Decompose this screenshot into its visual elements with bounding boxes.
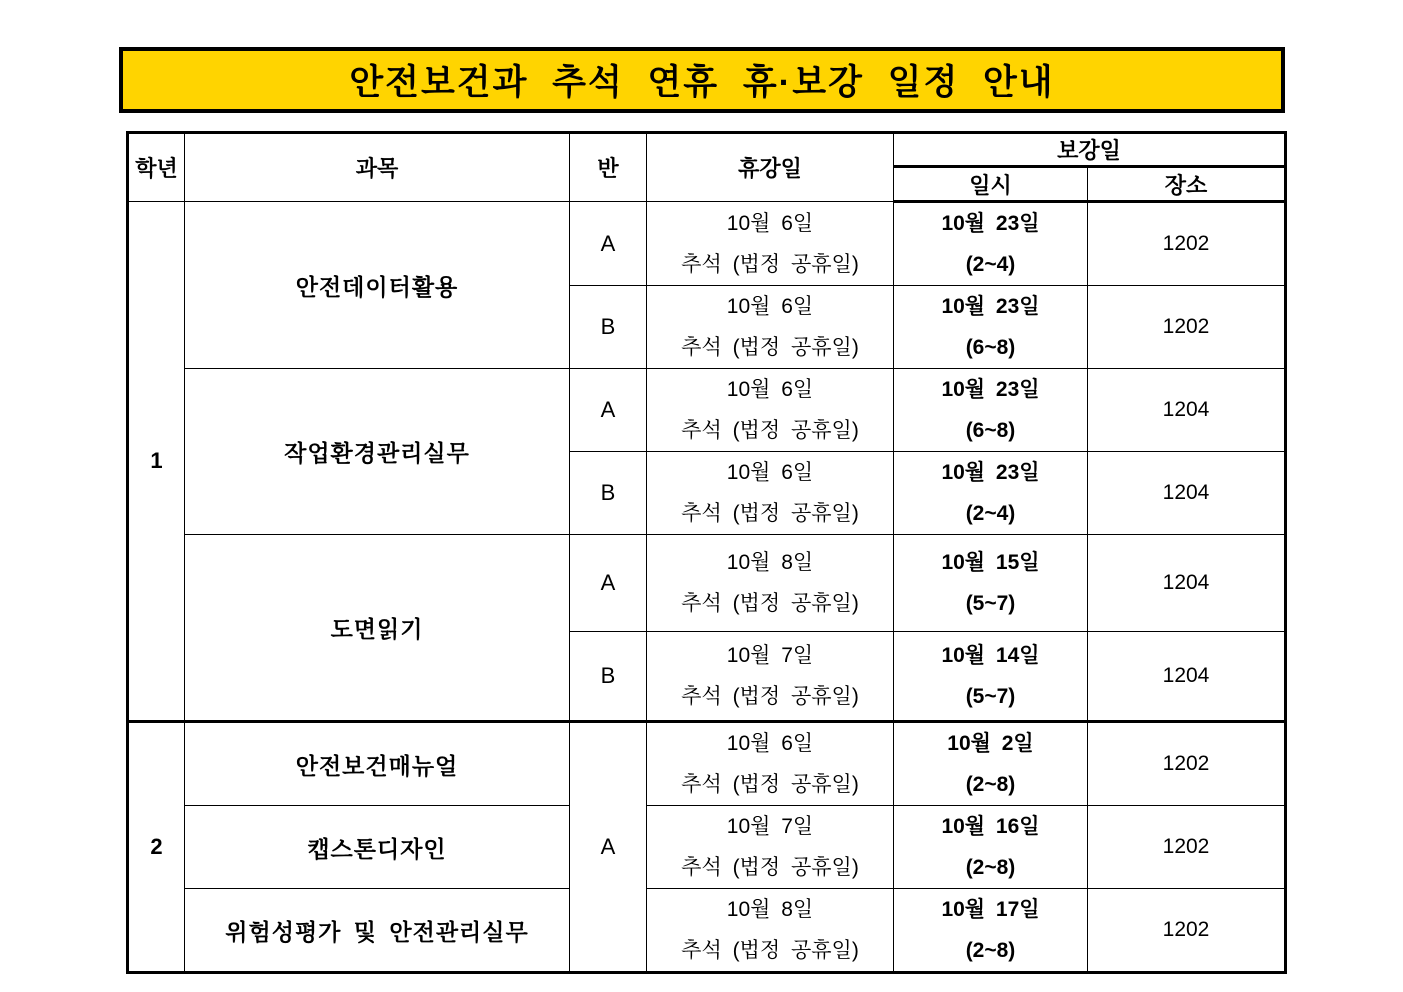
cancel-date-line: 10월 7일 — [726, 815, 814, 838]
class-cell: B — [570, 632, 647, 722]
makeup-date-line: 10월 23일 — [941, 378, 1040, 401]
makeup-period-line: (2~8) — [965, 773, 1016, 796]
subject-cell: 작업환경관리실무 — [185, 369, 570, 535]
cancel-note-line: 추석 (법정 공휴일) — [681, 502, 859, 525]
table-row — [128, 722, 1286, 806]
makeup-period-line: (6~8) — [965, 419, 1016, 442]
table-row — [128, 369, 1286, 452]
header-grade: 학년 — [128, 133, 185, 202]
makeup-period-line: (2~8) — [965, 939, 1016, 962]
header-subject: 과목 — [185, 133, 570, 202]
makeup-period-line: (2~8) — [965, 856, 1016, 879]
room-cell: 1202 — [1088, 806, 1286, 889]
class-cell: A — [570, 369, 647, 452]
makeup-datetime-cell — [894, 202, 1088, 286]
cancel-note-line: 추석 (법정 공휴일) — [681, 592, 859, 615]
cancel-note-line: 추석 (법정 공휴일) — [681, 419, 859, 442]
cancel-date-line: 10월 8일 — [726, 551, 814, 574]
makeup-date-line: 10월 23일 — [941, 461, 1040, 484]
cancel-date-line: 10월 6일 — [726, 732, 814, 755]
table-row — [128, 202, 1286, 286]
cancel-date-line: 10월 6일 — [726, 295, 814, 318]
cancel-note-line: 추석 (법정 공휴일) — [681, 773, 859, 796]
makeup-date-line: 10월 16일 — [941, 815, 1040, 838]
room-cell: 1204 — [1088, 369, 1286, 452]
makeup-period-line: (5~7) — [965, 592, 1016, 615]
makeup-datetime-cell — [894, 535, 1088, 632]
cancel-day-cell — [647, 452, 894, 535]
subject-cell: 위험성평가 및 안전관리실무 — [185, 889, 570, 973]
cancel-note-line: 추석 (법정 공휴일) — [681, 856, 859, 879]
grade-cell: 2 — [128, 722, 185, 973]
cancel-day-cell — [647, 369, 894, 452]
header-makeup-day: 보강일 — [894, 133, 1286, 167]
table-row — [128, 806, 1286, 889]
cancel-note-line: 추석 (법정 공휴일) — [681, 685, 859, 708]
makeup-date-line: 10월 17일 — [941, 898, 1040, 921]
grade-cell: 1 — [128, 202, 185, 722]
cancel-note-line: 추석 (법정 공휴일) — [681, 336, 859, 359]
room-cell: 1202 — [1088, 286, 1286, 369]
cancel-date-line: 10월 7일 — [726, 644, 814, 667]
schedule-table — [126, 131, 1287, 974]
makeup-date-line: 10월 23일 — [941, 212, 1040, 235]
makeup-datetime-cell — [894, 369, 1088, 452]
cancel-date-line: 10월 8일 — [726, 898, 814, 921]
class-cell: A — [570, 722, 647, 973]
class-cell: A — [570, 535, 647, 632]
makeup-datetime-cell — [894, 452, 1088, 535]
cancel-day-cell — [647, 806, 894, 889]
subject-cell: 도면읽기 — [185, 535, 570, 722]
makeup-date-line: 10월 2일 — [947, 732, 1034, 755]
room-cell: 1202 — [1088, 889, 1286, 973]
room-cell: 1204 — [1088, 632, 1286, 722]
room-cell: 1204 — [1088, 452, 1286, 535]
room-cell: 1202 — [1088, 722, 1286, 806]
makeup-datetime-cell — [894, 889, 1088, 973]
makeup-date-line: 10월 23일 — [941, 295, 1040, 318]
title-banner — [119, 47, 1285, 113]
room-cell: 1204 — [1088, 535, 1286, 632]
cancel-day-cell — [647, 202, 894, 286]
cancel-date-line: 10월 6일 — [726, 211, 814, 235]
cancel-day-cell — [647, 889, 894, 973]
cancel-day-cell — [647, 286, 894, 369]
cancel-note-line: 추석 (법정 공휴일) — [681, 252, 859, 276]
makeup-datetime-cell — [894, 632, 1088, 722]
table-row — [128, 889, 1286, 973]
header-row-1 — [128, 133, 1286, 167]
cancel-date-line: 10월 6일 — [726, 378, 814, 401]
makeup-datetime-cell — [894, 806, 1088, 889]
subject-cell: 안전보건매뉴얼 — [185, 722, 570, 806]
subject-cell: 캡스톤디자인 — [185, 806, 570, 889]
makeup-date-line: 10월 14일 — [941, 644, 1040, 667]
header-class: 반 — [570, 133, 647, 202]
page-title: 안전보건과 추석 연휴 휴·보강 일정 안내 — [349, 63, 1055, 102]
makeup-period-line: (2~4) — [965, 253, 1016, 276]
cancel-day-cell — [647, 632, 894, 722]
room-cell: 1202 — [1088, 202, 1286, 286]
table-header — [128, 133, 1286, 202]
cancel-day-cell — [647, 722, 894, 806]
makeup-datetime-cell — [894, 286, 1088, 369]
makeup-period-line: (5~7) — [965, 685, 1016, 708]
header-makeup-place: 장소 — [1088, 167, 1286, 202]
cancel-note-line: 추석 (법정 공휴일) — [681, 939, 859, 962]
class-cell: B — [570, 452, 647, 535]
cancel-day-cell — [647, 535, 894, 632]
header-cancel-day: 휴강일 — [647, 133, 894, 202]
makeup-period-line: (2~4) — [965, 502, 1016, 525]
class-cell: B — [570, 286, 647, 369]
header-makeup-datetime: 일시 — [894, 167, 1088, 202]
table-row — [128, 535, 1286, 632]
subject-cell: 안전데이터활용 — [185, 202, 570, 369]
class-cell: A — [570, 202, 647, 286]
makeup-date-line: 10월 15일 — [941, 551, 1040, 574]
cancel-date-line: 10월 6일 — [726, 461, 814, 484]
makeup-datetime-cell — [894, 722, 1088, 806]
makeup-period-line: (6~8) — [965, 336, 1016, 359]
